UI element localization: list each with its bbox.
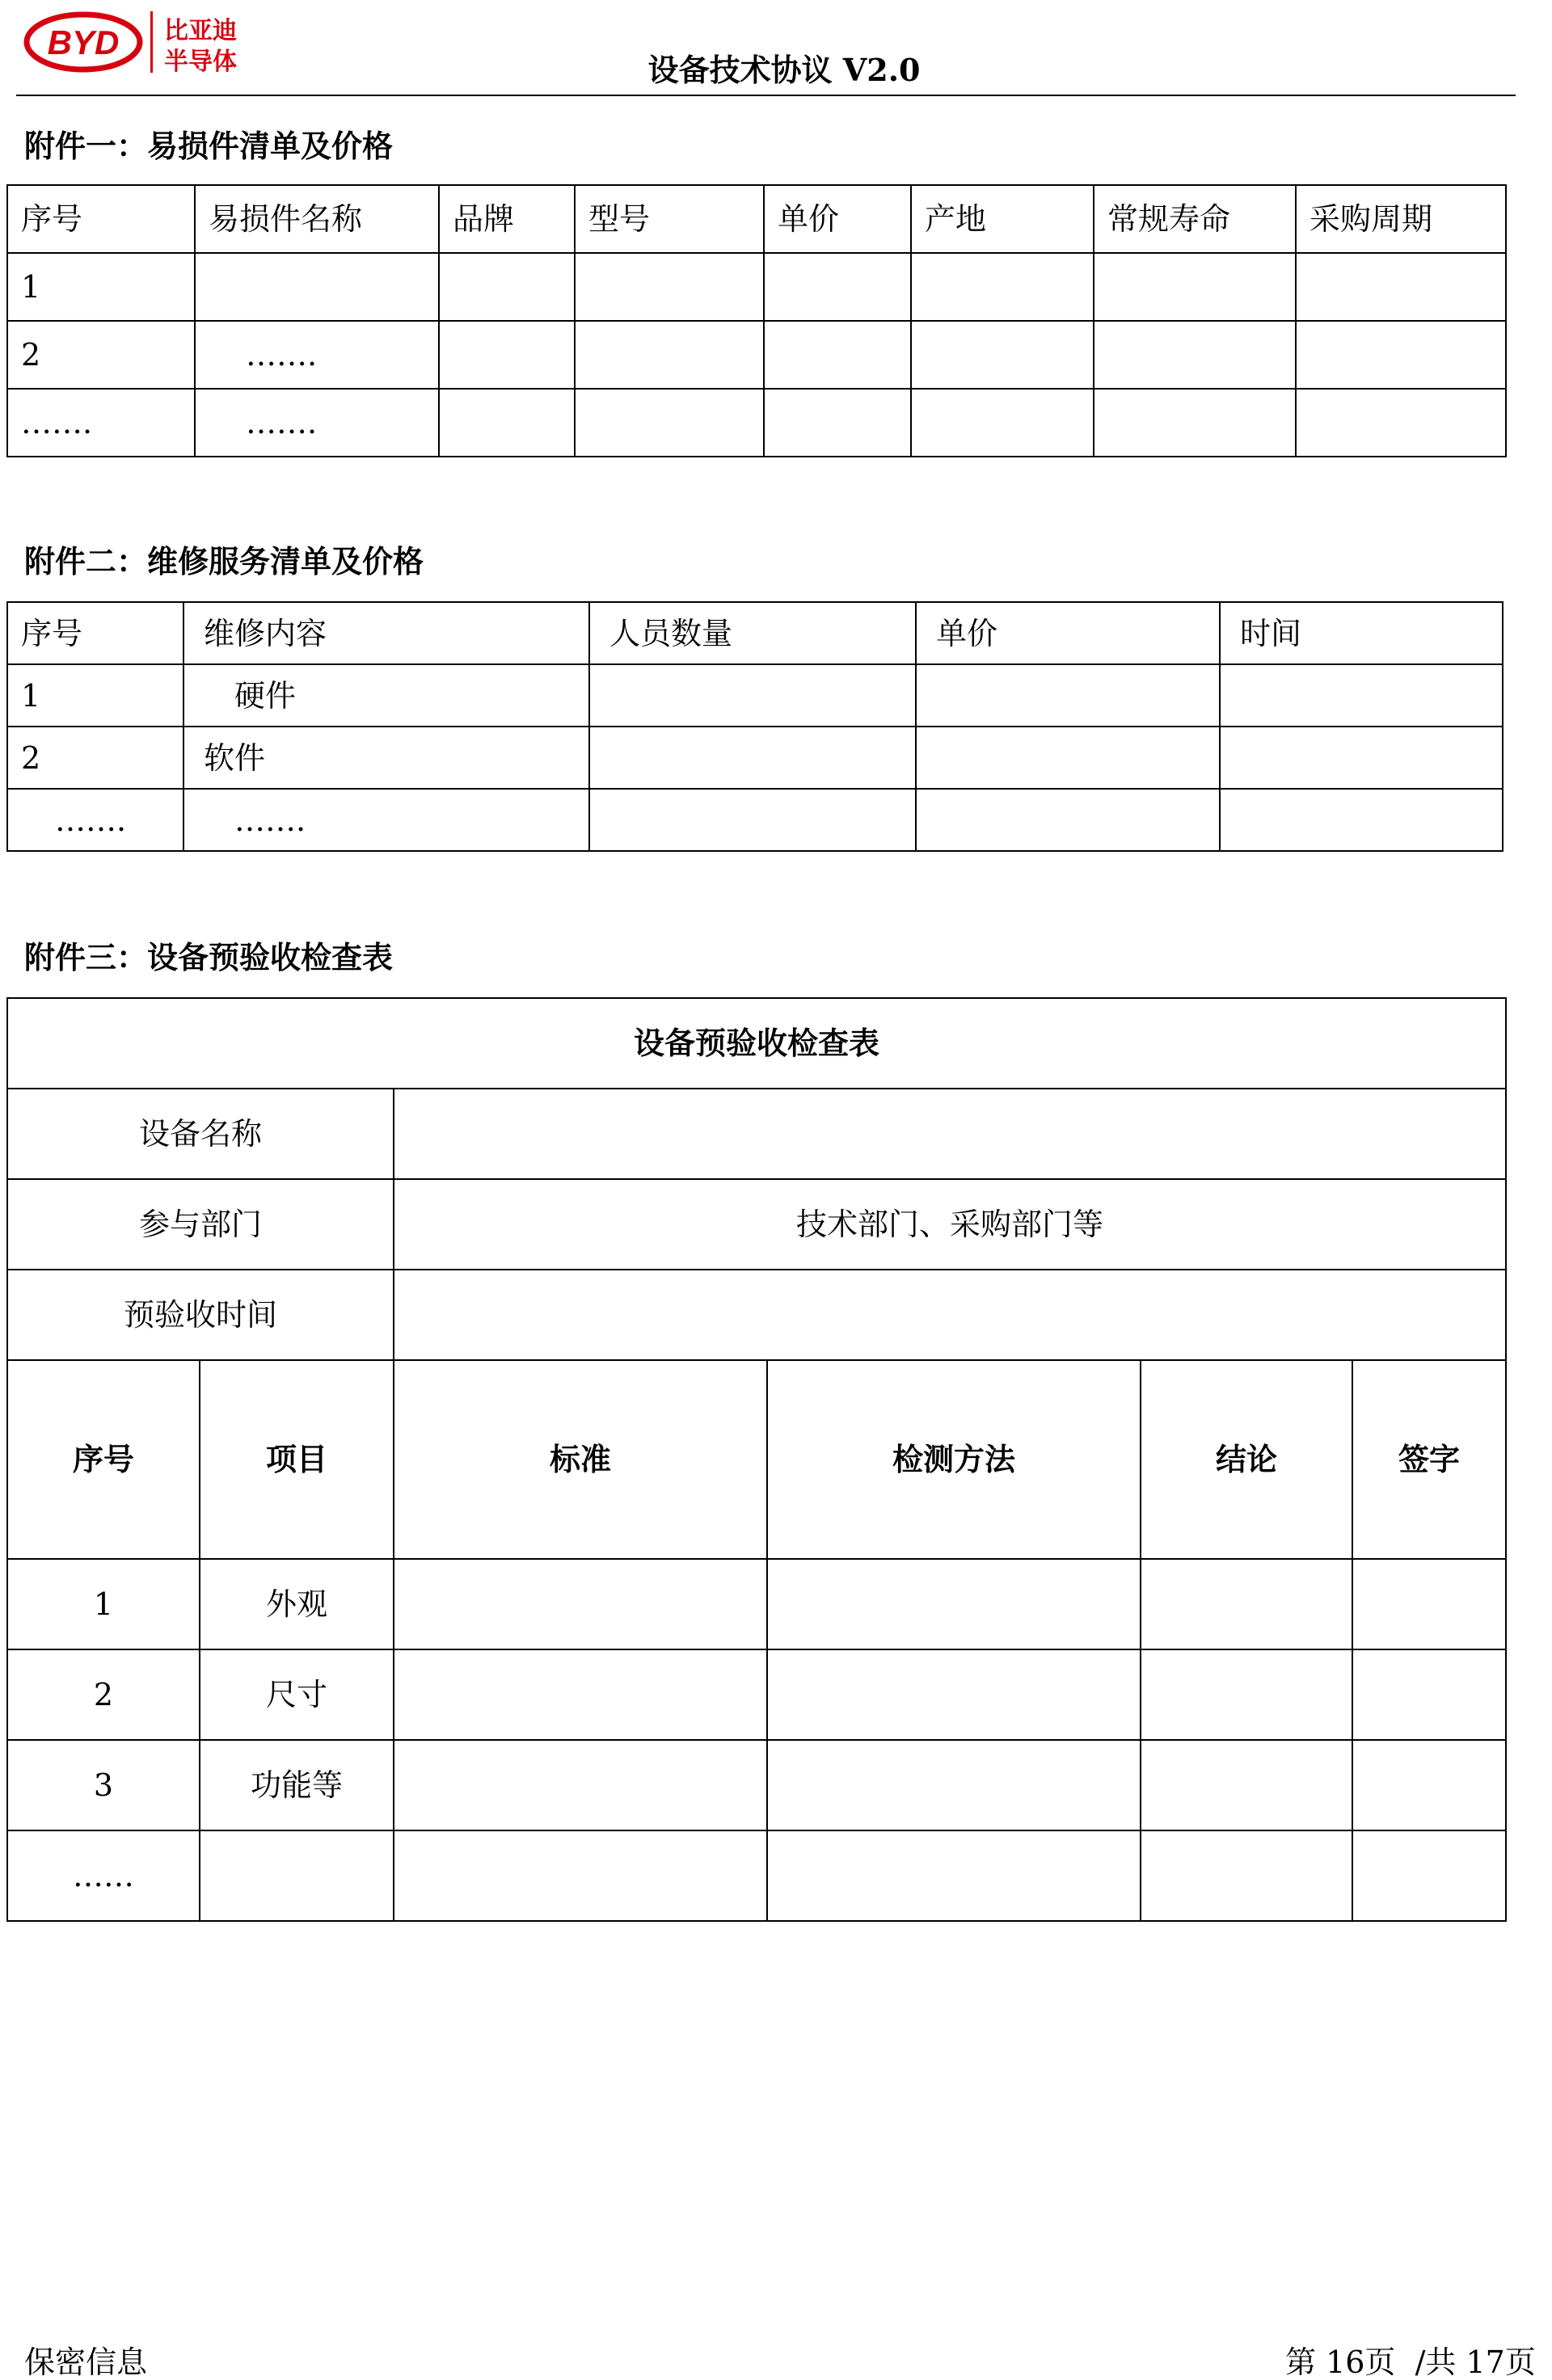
table-cell: ……. <box>183 789 589 851</box>
logo-text: BYD <box>47 23 120 61</box>
table-cell <box>1220 664 1503 727</box>
table-row <box>7 321 1506 389</box>
table-cell <box>394 1830 767 1921</box>
table-cell <box>767 1830 1141 1921</box>
table-cell <box>916 727 1220 789</box>
table-cell <box>764 253 911 321</box>
table-cell <box>1296 389 1506 457</box>
table-cell <box>767 1740 1141 1830</box>
table-cell: 3 <box>7 1740 200 1830</box>
confidential-label: 保密信息 <box>24 2344 148 2380</box>
header-cell: 常规寿命 <box>1094 185 1296 253</box>
table-row <box>7 727 1503 789</box>
header-cell: 时间 <box>1220 602 1503 664</box>
table-row <box>7 789 1503 851</box>
header-cell: 型号 <box>575 185 764 253</box>
header-cell: 签字 <box>1352 1360 1506 1559</box>
table-cell <box>589 727 916 789</box>
table-cell <box>589 664 916 727</box>
table-header-row <box>7 1360 1506 1559</box>
header-divider <box>16 95 1516 96</box>
byd-logo-graphic <box>23 6 265 78</box>
table-cell <box>575 321 764 389</box>
table-row <box>7 1830 1506 1921</box>
info-label: 参与部门 <box>7 1179 394 1270</box>
table-cell: 2 <box>7 727 183 789</box>
table-cell <box>195 253 439 321</box>
repair-service-table <box>6 601 1504 852</box>
table-cell <box>767 1649 1141 1740</box>
info-label: 设备名称 <box>7 1089 394 1179</box>
document-title: 设备技术协议 V2.0 <box>647 52 921 88</box>
table-cell <box>394 1649 767 1740</box>
table-cell <box>589 789 916 851</box>
table-cell <box>1352 1830 1506 1921</box>
header-cell: 项目 <box>200 1360 394 1559</box>
header-cell: 结论 <box>1141 1360 1352 1559</box>
header-cell: 人员数量 <box>589 602 916 664</box>
table-cell: ……. <box>7 389 195 457</box>
header-cell: 维修内容 <box>183 602 589 664</box>
table-header-row <box>7 185 1506 253</box>
table-cell <box>575 253 764 321</box>
table-cell <box>1220 727 1503 789</box>
table-row <box>7 253 1506 321</box>
header-cell: 产地 <box>911 185 1094 253</box>
table-row <box>7 1559 1506 1649</box>
header-cell: 序号 <box>7 1360 200 1559</box>
table-cell <box>439 321 575 389</box>
table-cell <box>764 389 911 457</box>
table-row <box>7 389 1506 457</box>
table-cell: 2 <box>7 321 195 389</box>
table-cell <box>439 389 575 457</box>
table-cell: 软件 <box>183 727 589 789</box>
info-value <box>394 1270 1506 1360</box>
table-cell <box>1296 321 1506 389</box>
table-cell: ……. <box>7 789 183 851</box>
table-row <box>7 1649 1506 1740</box>
checklist-title-row <box>7 998 1506 1089</box>
table-cell <box>911 321 1094 389</box>
header-cell: 标准 <box>394 1360 767 1559</box>
table-cell <box>1141 1649 1352 1740</box>
table-cell <box>394 1559 767 1649</box>
table-cell <box>1296 253 1506 321</box>
pre-acceptance-checklist-table <box>6 997 1507 1922</box>
table-cell <box>1141 1740 1352 1830</box>
header-cell: 采购周期 <box>1296 185 1506 253</box>
info-row <box>7 1179 1506 1270</box>
table-row <box>7 664 1503 727</box>
appendix3-title: 附件三：设备预验收检查表 <box>24 939 394 975</box>
table-cell <box>439 253 575 321</box>
table-cell <box>767 1559 1141 1649</box>
checklist-title: 设备预验收检查表 <box>7 998 1506 1089</box>
table-cell: 1 <box>7 664 183 727</box>
logo-cn-line1: 比亚迪 <box>164 17 237 45</box>
table-cell <box>1352 1649 1506 1740</box>
header-cell: 检测方法 <box>767 1360 1141 1559</box>
header-cell: 序号 <box>7 602 183 664</box>
appendix1-title: 附件一：易损件清单及价格 <box>24 128 394 164</box>
header-cell: 序号 <box>7 185 195 253</box>
header-cell: 品牌 <box>439 185 575 253</box>
table-cell <box>200 1830 394 1921</box>
page-number: 第 16页 /共 17页 <box>1285 2344 1536 2380</box>
table-cell: 1 <box>7 253 195 321</box>
info-label: 预验收时间 <box>7 1270 394 1360</box>
table-cell <box>1141 1830 1352 1921</box>
table-cell <box>1352 1740 1506 1830</box>
table-cell <box>1094 253 1296 321</box>
table-cell <box>575 389 764 457</box>
table-cell: 外观 <box>200 1559 394 1649</box>
table-cell: ……. <box>195 321 439 389</box>
table-cell <box>1141 1559 1352 1649</box>
info-row <box>7 1089 1506 1179</box>
table-cell: 功能等 <box>200 1740 394 1830</box>
table-cell: 2 <box>7 1649 200 1740</box>
table-cell: 尺寸 <box>200 1649 394 1740</box>
table-cell <box>764 321 911 389</box>
table-cell <box>1094 321 1296 389</box>
table-cell <box>394 1740 767 1830</box>
table-cell <box>1352 1559 1506 1649</box>
table-cell <box>911 389 1094 457</box>
table-cell: ……. <box>195 389 439 457</box>
table-row <box>7 1740 1506 1830</box>
appendix2-title: 附件二：维修服务清单及价格 <box>24 543 424 579</box>
header-cell: 单价 <box>764 185 911 253</box>
info-row <box>7 1270 1506 1360</box>
header-cell: 单价 <box>916 602 1220 664</box>
info-value <box>394 1089 1506 1179</box>
table-cell: 硬件 <box>183 664 589 727</box>
table-cell <box>1094 389 1296 457</box>
table-cell <box>911 253 1094 321</box>
logo-cn-line2: 半导体 <box>164 48 237 76</box>
table-cell <box>1220 789 1503 851</box>
table-cell: 1 <box>7 1559 200 1649</box>
table-cell <box>916 664 1220 727</box>
table-cell: …… <box>7 1830 200 1921</box>
table-header-row <box>7 602 1503 664</box>
spare-parts-table <box>6 184 1507 457</box>
info-value: 技术部门、采购部门等 <box>394 1179 1506 1270</box>
table-cell <box>916 789 1220 851</box>
header-cell: 易损件名称 <box>195 185 439 253</box>
byd-logo <box>23 6 265 78</box>
